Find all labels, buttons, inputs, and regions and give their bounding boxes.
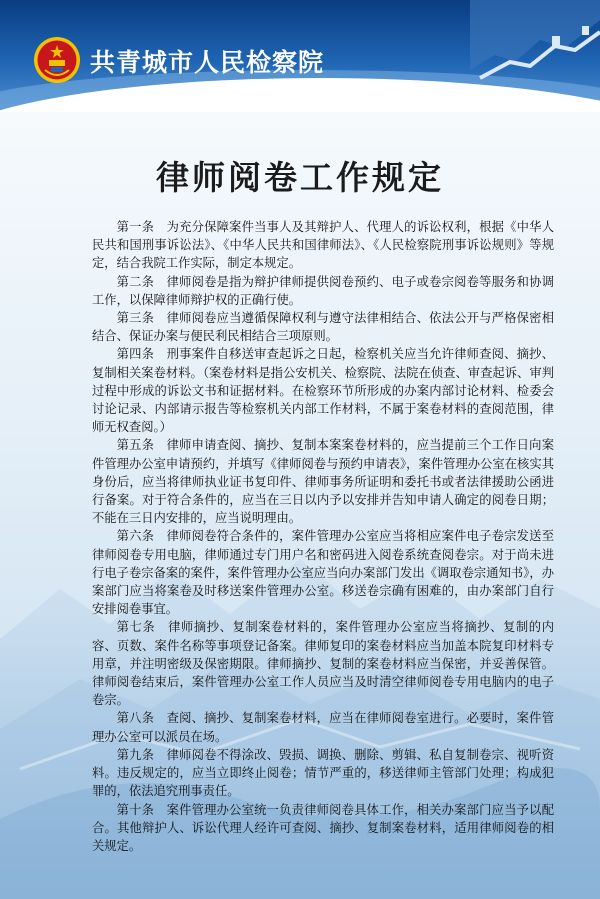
procuratorate-emblem-icon <box>33 36 81 84</box>
article-5: 第五条 律师申请查阅、摘抄、复制本案案卷材料的，应当提前三个工作日向案件管理办公室申请预约，并填写《律师阅卷与预约申请表》，案件管理办公室在核实其身份后，应当将律师执业证书复印件、律师事务所证明和委托书或者法律援助公函进行备案。对于符合条件的，应当在三日以内予以安排并告知申请人确定的阅卷日期；不能在三日内安排的，应当说明理由。 <box>92 438 554 526</box>
article-3: 第三条 律师阅卷应当遵循保障权利与遵守法律相结合、依法公开与严格保密相结合、保证办案与便民利民相结合三项原则。 <box>92 311 554 344</box>
article-4: 第四条 刑事案件自移送审查起诉之日起，检察机关应当允许律师查阅、摘抄、复制相关案卷材料。（案卷材料是指公安机关、检察院、法院在侦查、审查起诉、审判过程中形成的诉讼文书和证据材料。在检察环节所形成的办案内部讨论材料、检委会讨论记录、内部请示报告等检察机关内部工作材料，不属于案卷材料的查阅范围，律师无权查阅。） <box>92 347 554 435</box>
article-10: 第十条 案件管理办公室统一负责律师阅卷具体工作，相关办案部门应当予以配合。其他辩护人、诉讼代理人经许可查阅、摘抄、复制案卷材料，适用律师阅卷的相关规定。 <box>92 802 554 853</box>
article-6: 第六条 律师阅卷符合条件的，案件管理办公室应当将相应案件电子卷宗发送至律师阅卷专用电脑，律师通过专门用户名和密码进入阅卷系统查阅卷宗。对于尚未进行电子卷宗备案的案件，案件管理办公室应当向办案部门发出《调取卷宗通知书》，办案部门应当将案卷及时移送案件管理办公室。移送卷宗确有困难的，由办案部门自行安排阅卷事宜。 <box>92 529 554 617</box>
great-wall-header-image <box>470 0 600 90</box>
article-7: 第七条 律师摘抄、复制案卷材料的，案件管理办公室应当将摘抄、复制的内容、页数、案件名称等事项登记备案。律师复印的案卷材料应当加盖本院复印材料专用章，并注明密级及保密期限。律师摘抄、复制的案卷材料应当保密，并妥善保管。律师阅卷结束后，案件管理办公室工作人员应当及时清空律师阅卷专用电脑内的电子卷宗。 <box>92 620 554 708</box>
organization-name: 共青城市人民检察院 <box>90 48 325 77</box>
article-8: 第八条 查阅、摘抄、复制案卷材料，应当在律师阅卷室进行。必要时，案件管理办公室可以派员在场。 <box>92 711 554 744</box>
document-title: 律师阅卷工作规定 <box>156 158 444 197</box>
article-9: 第九条 律师阅卷不得涂改、毁损、调换、删除、剪辑、私自复制卷宗、视听资料。违反规定的，应当立即终止阅卷；情节严重的，移送律师主管部门处理；构成犯罪的，依法追究刑事责任。 <box>92 747 554 799</box>
article-1: 第一条 为充分保障案件当事人及其辩护人、代理人的诉讼权利，根据《中华人民共和国刑事诉讼法》、《中华人民共和国律师法》、《人民检察院刑事诉讼规则》等规定，结合我院工作实际，制定本规定。 <box>92 220 554 271</box>
regulation-body <box>92 218 554 855</box>
article-2: 第二条 律师阅卷是指为辩护律师提供阅卷预约、电子或卷宗阅卷等服务和协调工作，以保障律师辩护权的正确行使。 <box>92 274 554 307</box>
